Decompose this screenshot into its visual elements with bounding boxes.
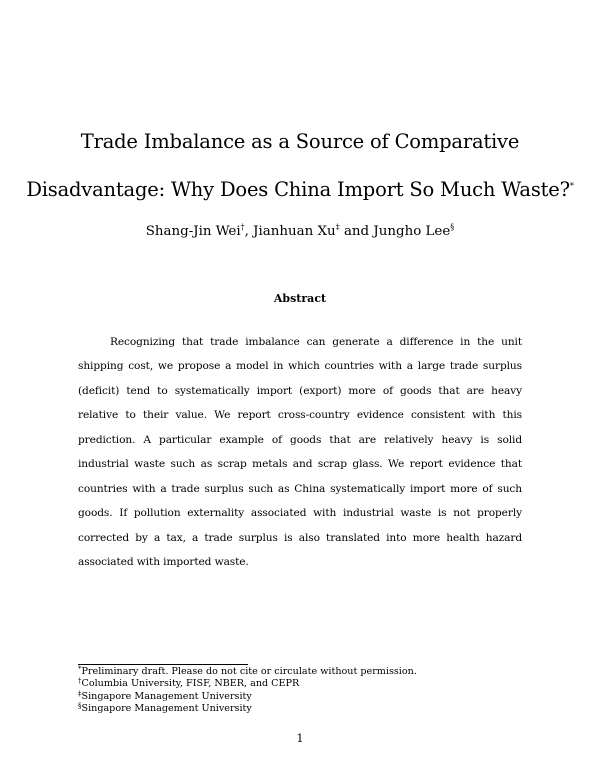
abstract-text: Recognizing that trade imbalance can generate a difference in the unit shipping cost, we propose a model in which countries with a large trade surplus (deficit) tend to systematically import (export) more of goods that are heavy relative to their value. We report cross-country evidence consistent with this prediction. A particular example of goods that are relatively heavy is solid industrial waste such as scrap metals and scrap glass. We report evidence that countries with a trade surplus such as China systematically import more of such goods. If pollution externality associated with industrial waste is not properly corrected by a tax, a trade surplus is also translated into more health hazard associated with imported waste. <box>78 335 522 569</box>
author-name: Jianhuan Xu <box>253 224 336 239</box>
author-list <box>0 224 600 239</box>
author-name: Jungho Lee <box>373 224 451 239</box>
footnote <box>78 703 538 715</box>
footnote-mark: * <box>78 665 82 673</box>
author-footnote-mark: † <box>240 222 245 232</box>
footnote-mark: ‡ <box>78 689 82 698</box>
title-line-1: Trade Imbalance as a Source of Comparative <box>80 130 520 153</box>
title-line-2-text: Disadvantage: Why Does China Import So Much Waste? <box>26 178 570 201</box>
footnote-text: Columbia University, FISF, NBER, and CEPR <box>81 678 300 690</box>
title-line-2 <box>0 166 600 214</box>
footnote-text: Preliminary draft. Please do not cite or circulate without permission. <box>81 666 417 677</box>
footnotes <box>78 666 538 716</box>
author-conjunction: and <box>339 224 374 239</box>
footnote-mark: † <box>78 677 82 686</box>
page-number: 1 <box>296 732 304 745</box>
footnote-mark: § <box>78 702 82 711</box>
paper-title <box>0 118 600 214</box>
title-footnote-mark: * <box>569 181 574 191</box>
abstract-heading: Abstract <box>273 292 327 305</box>
footnote <box>78 691 538 703</box>
author-footnote-mark: ‡ <box>335 222 340 232</box>
author-name: Shang-Jin Wei <box>145 224 241 239</box>
footnote-text: Singapore Management University <box>81 690 252 702</box>
footnote <box>78 678 538 690</box>
author-footnote-mark: § <box>450 222 455 232</box>
footnote-divider <box>78 664 248 665</box>
footnote <box>78 666 538 678</box>
footnote-text: Singapore Management University <box>81 703 252 715</box>
author-separator: , <box>244 224 254 239</box>
